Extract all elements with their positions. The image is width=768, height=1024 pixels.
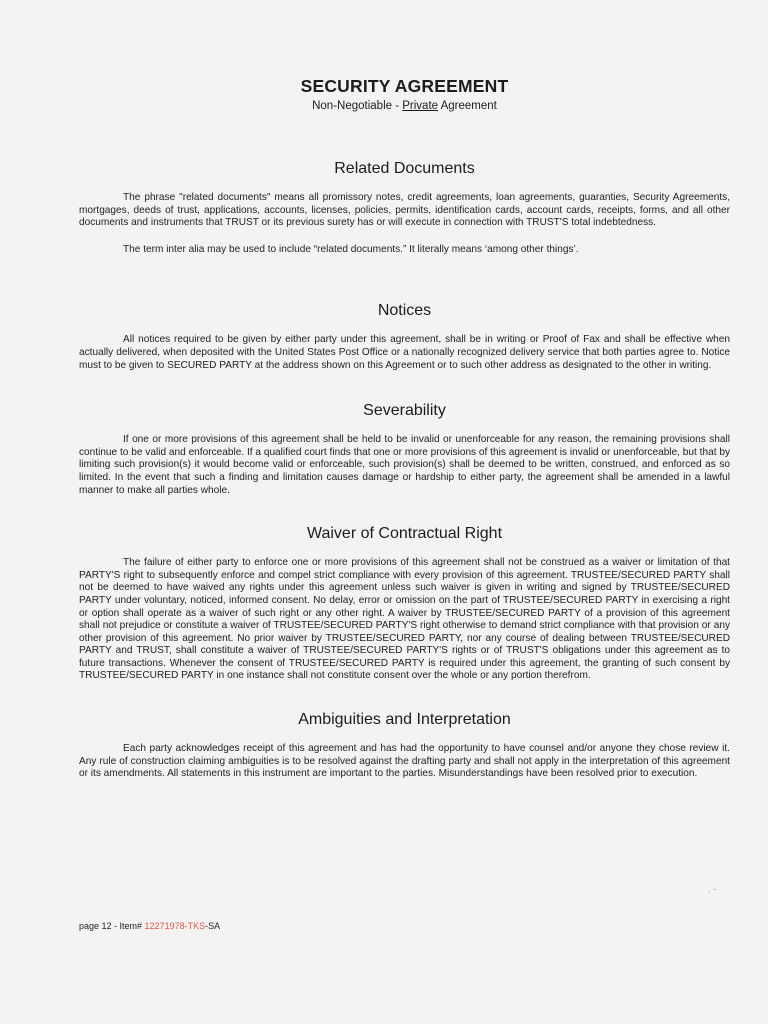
paragraph-notices: All notices required to be given by either party under this agreement, shall be in writing or Proof of Fax and shall be effective when actually delivered, when deposited with the United States Post Office or a nationally recognized delivery service that both parties agree to. Notice must to be given to SECURED PARTY at the address shown on this Agreement or to such other address as designated to the other in writing. — [79, 334, 730, 371]
footer-item-number: 12271978-TKS — [144, 921, 206, 931]
heading-ambiguities-and-interpretation: Ambiguities and Interpretation — [298, 711, 511, 729]
heading-notices: Notices — [377, 302, 432, 320]
paragraph-ambiguities: Each party acknowledges receipt of this agreement and has had the opportunity to have counsel and/or anyone they chose review it. Any rule of construction claiming ambiguities is to be resolved against the drafting party and shall not apply in the interpretation of this agreement or its amendments. All statements in this instrument are important to the parties. Misunderstandings have been resolved prior to execution. — [79, 743, 730, 780]
heading-related-documents: Related Documents — [334, 160, 475, 177]
paragraph-related-documents-1: The phrase "related documents" means all promissory notes, credit agreements, loan agreements, guaranties, Security Agreements, mortgages, deeds of trust, applications, accounts, licenses, policies, permits, identification cards, account cards, receipts, forms, and all other documents and instruments that TRUST or its previous surety has or will execute in connection with TRUST'S total indebtedness. — [79, 192, 730, 229]
document-title: SECURITY AGREEMENT — [300, 76, 509, 96]
heading-severability: Severability — [363, 402, 446, 420]
heading-waiver-of-contractual-right: Waiver of Contractual Right — [306, 525, 503, 543]
footer-suffix: -SA — [205, 921, 221, 931]
subtitle-underlined-word: Private — [402, 100, 439, 112]
page-footer — [79, 921, 220, 931]
paragraph-related-documents-2: The term inter alia may be used to include “related documents.” It literally means ‘among other things’. — [123, 243, 579, 255]
document-subtitle — [79, 100, 730, 112]
scan-artifact-mark: . - — [708, 884, 716, 894]
paragraph-severability: If one or more provisions of this agreement shall be held to be invalid or unenforceable for any reason, the remaining provisions shall continue to be valid and enforceable. If a qualified court finds that one or more provisions of this agreement is invalid or unenforceable, but that by limiting such provision(s) it would become valid or enforceable, such provision(s) shall be deemed to be written, construed, and enforced as so limited. In the event that such a finding and limitation causes damage or hardship to either party, the agreement shall be amended in a lawful manner to make all parties whole. — [79, 434, 730, 496]
paragraph-waiver: The failure of either party to enforce one or more provisions of this agreement shall not be construed as a waiver or limitation of that PARTY'S right to subsequently enforce and compel strict compliance with every provision of this agreement. TRUSTEE/SECURED PARTY shall not be deemed to have waived any rights under this agreement unless such waiver is given in writing and signed by TRUSTEE/SECURED PARTY under voluntary, noticed, informed consent. No delay, error or omission on the part of TRUSTEE/SECURED PARTY in exercising a right or option shall operate as a waiver of such right or any other right. A waiver by TRUSTEE/SECURED PARTY of a provision of this agreement shall not prejudice or constitute a waiver of TRUSTEE/SECURED PARTY'S right otherwise to demand strict compliance with that provision or any other provision of this agreement. No prior waiver by TRUSTEE/SECURED PARTY, nor any course of dealing between TRUSTEE/SECURED PARTY and TRUST, shall constitute a waiver of TRUSTEE/SECURED PARTY'S rights or of TRUST'S obligations under this agreement as to future transactions. Whenever the consent of TRUSTEE/SECURED PARTY is required under this agreement, the granting of such consent by TRUSTEE/SECURED PARTY in one instance shall not constitute consent over the whole or any portion therefrom. — [79, 557, 730, 682]
subtitle-suffix: Agreement — [438, 100, 497, 112]
footer-page-label: page 12 - Item# — [79, 921, 145, 931]
subtitle-prefix: Non-Negotiable - — [312, 100, 403, 112]
